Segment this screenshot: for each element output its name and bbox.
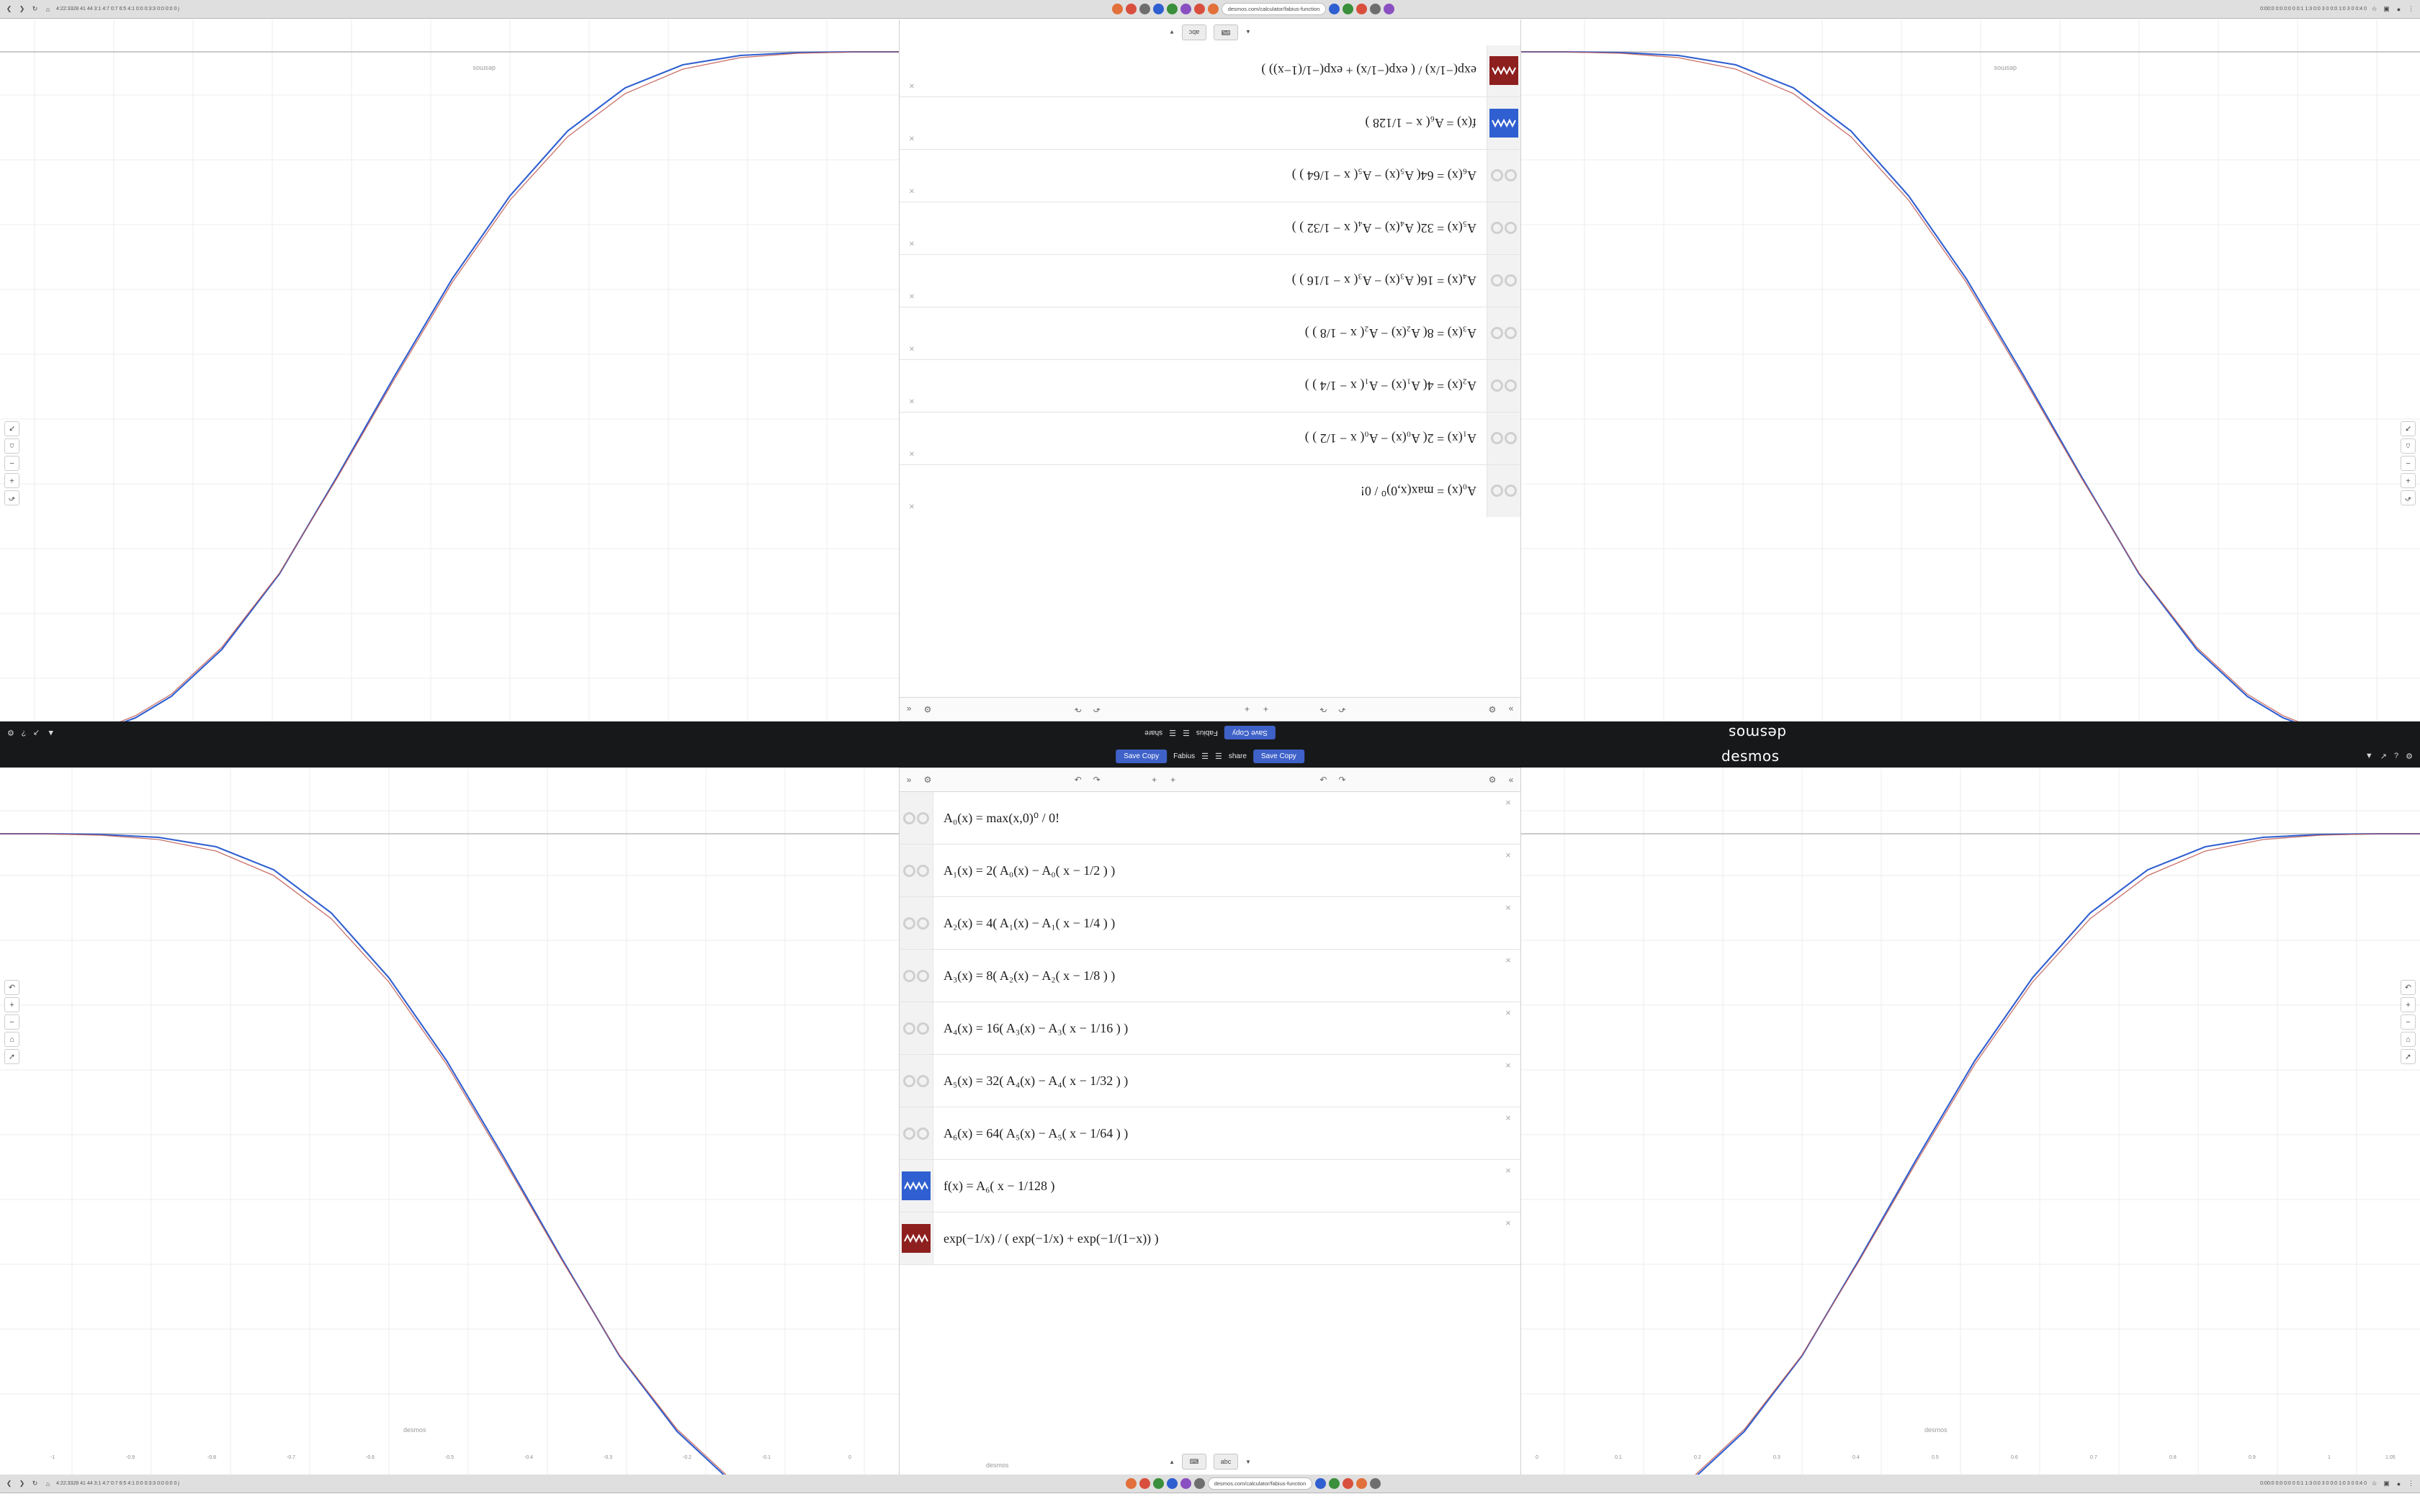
svg-text:-0.5: -0.5	[445, 1455, 454, 1460]
graph-watermark: desmos	[403, 1426, 426, 1434]
desmos-header-center-lower	[1116, 750, 1304, 763]
gear-icon[interactable]: ⚙	[923, 775, 932, 785]
expression-row[interactable]	[900, 1212, 1520, 1265]
browser-bottom-left-url[interactable]: 4:22:3328 41 44 3:1 4:7 0:7 6:5 4:1 0:0 0:3:3 0:0 0:0 0 j	[56, 1481, 179, 1486]
puzzle-icon[interactable]: ▣	[2383, 1480, 2390, 1487]
expression-math[interactable]: A₁(x) = 2( A₀(x) − A₀( x − 1/2 ) )	[1304, 431, 1476, 446]
browser-bottom-right-url[interactable]: 0:00:0 0:0 0:0 0 0:1 1:3 0:0 3 0 0:0 1:0 3 0 0:4 0	[2260, 1481, 2367, 1486]
svg-text:-0.4: -0.4	[524, 1455, 534, 1460]
plus-icon[interactable]: +	[4, 473, 19, 488]
expression-math[interactable]: exp(−1/x) / ( exp(−1/x) + exp(−1/(1−x)) )	[1261, 63, 1476, 78]
expression-math[interactable]: f(x) = A₆( x − 1/128 )	[1365, 116, 1476, 131]
expression-marker-cell[interactable]	[1487, 413, 1520, 464]
svg-text:1: 1	[2328, 1455, 2331, 1460]
graph-pane-lower-right[interactable]	[1521, 768, 2420, 1475]
close-icon[interactable]: ×	[909, 186, 915, 197]
tab-dot[interactable]	[1126, 4, 1137, 14]
home-icon[interactable]: ⌂	[45, 5, 50, 13]
svg-text:0.1: 0.1	[1615, 1455, 1622, 1460]
graph-watermark: desmos	[986, 1462, 1009, 1469]
redo-icon[interactable]: ↷	[1074, 704, 1082, 714]
calculator-panel-lower[interactable]	[899, 768, 1521, 1475]
expression-math[interactable]: A₁(x) = 2( A₀(x) − A₀( x − 1/2 ) )	[944, 863, 1116, 878]
toggle-bead-icon[interactable]	[917, 1022, 929, 1035]
undo-icon[interactable]: ↶	[1074, 775, 1082, 785]
redo-icon[interactable]: ↷	[1093, 775, 1101, 785]
svg-text:0: 0	[1536, 1455, 1538, 1460]
expand-icon[interactable]: »	[906, 775, 912, 785]
close-icon[interactable]: ×	[1505, 850, 1511, 860]
svg-text:0.9: 0.9	[2249, 1455, 2256, 1460]
close-icon[interactable]: ×	[909, 449, 915, 459]
save-copy-button[interactable]: Save Copy	[1224, 726, 1276, 740]
toggle-bead-icon[interactable]	[1491, 328, 1503, 340]
expression-math[interactable]: A₅(x) = 32( A₄(x) − A₄( x − 1/32 ) )	[944, 1073, 1129, 1088]
browser-bottom-bar	[0, 1475, 2420, 1493]
toggle-bead-icon[interactable]	[1505, 222, 1517, 235]
list-icon[interactable]: ☰	[1169, 728, 1177, 737]
toggle-bead-icon[interactable]	[1491, 485, 1503, 498]
chevron-up-icon[interactable]: ▲	[1169, 1458, 1175, 1465]
expression-marker-cell[interactable]	[1487, 255, 1520, 307]
svg-text:-0.6: -0.6	[366, 1455, 375, 1460]
svg-text:-0.9: -0.9	[126, 1455, 135, 1460]
expression-marker-cell[interactable]	[1487, 202, 1520, 254]
save-copy-button[interactable]: Save Copy	[1116, 750, 1167, 763]
expression-row[interactable]	[900, 792, 1520, 845]
home-icon[interactable]: ⌂	[4, 1032, 19, 1047]
toggle-bead-icon[interactable]	[917, 970, 929, 982]
pointer-icon[interactable]: ➚	[4, 421, 19, 436]
expression-marker-cell[interactable]	[1487, 45, 1520, 96]
gear-icon[interactable]: ⚙	[923, 704, 932, 714]
toggle-bead-icon[interactable]	[903, 865, 915, 877]
undo-icon[interactable]: ↶	[1338, 704, 1346, 714]
chevron-down-icon[interactable]: ▼	[1169, 29, 1175, 36]
toggle-bead-icon[interactable]	[903, 970, 915, 982]
tab-dot[interactable]	[1329, 4, 1340, 14]
svg-text:0.4: 0.4	[1852, 1455, 1860, 1460]
graph-pane-upper-left[interactable]	[0, 19, 899, 721]
expression-marker-cell[interactable]	[1487, 307, 1520, 359]
address-bar[interactable]: desmos.com/calculator/fabius-function	[1208, 1477, 1313, 1490]
reload-icon[interactable]: ↻	[32, 1480, 38, 1487]
toggle-bead-icon[interactable]	[917, 1128, 929, 1140]
tab-dot[interactable]	[1315, 1478, 1326, 1489]
calculator-toolbar-lower	[900, 768, 1520, 792]
expression-marker-cell[interactable]	[1487, 97, 1520, 149]
expression-marker-cell[interactable]	[900, 792, 933, 844]
svg-text:-0.8: -0.8	[207, 1455, 217, 1460]
undo-icon[interactable]: ↶	[1093, 704, 1101, 714]
undo-icon[interactable]: ↶	[4, 490, 19, 505]
expression-row[interactable]	[900, 1055, 1520, 1107]
forward-arrow-icon[interactable]: ❯	[19, 5, 25, 12]
tab-dot[interactable]	[1194, 4, 1205, 14]
undo-icon[interactable]: ↶	[1319, 775, 1327, 785]
collapse-arrows-icon[interactable]: «	[906, 704, 912, 714]
browser-bottom-left-group	[0, 1479, 278, 1488]
expression-row[interactable]	[900, 464, 1520, 517]
close-icon[interactable]: ×	[909, 133, 915, 144]
close-icon[interactable]: ×	[909, 81, 915, 91]
tab-dot[interactable]	[1370, 1478, 1381, 1489]
browser-top-right-group	[2228, 4, 2420, 14]
close-icon[interactable]: ×	[1505, 1007, 1511, 1018]
undo-icon[interactable]: ↶	[2401, 980, 2416, 995]
kebab-menu-icon[interactable]: ⋮	[2408, 1480, 2414, 1487]
tab-dot[interactable]	[1329, 1478, 1340, 1489]
home-icon[interactable]: ⌂	[2401, 438, 2416, 454]
hamburger-icon[interactable]: ☰	[1201, 752, 1209, 761]
toggle-bead-icon[interactable]	[903, 1128, 915, 1140]
tab-dot[interactable]	[1356, 4, 1367, 14]
graph-tools-lower-left	[4, 980, 19, 1064]
svg-text:-0.7: -0.7	[287, 1455, 296, 1460]
close-icon[interactable]: ×	[1505, 902, 1511, 913]
svg-text:0.2: 0.2	[1694, 1455, 1701, 1460]
expression-math[interactable]: A₄(x) = 16( A₃(x) − A₃( x − 1/16 ) )	[944, 1020, 1129, 1035]
tab-dot[interactable]	[1112, 4, 1123, 14]
tab-dot[interactable]	[1343, 4, 1353, 14]
tab-dot[interactable]	[1343, 1478, 1353, 1489]
desmos-header-row-upper	[0, 721, 2420, 744]
expression-row[interactable]	[900, 254, 1520, 307]
toggle-bead-icon[interactable]	[1491, 433, 1503, 445]
expand-icon[interactable]: »	[1508, 704, 1514, 714]
hamburger-icon[interactable]: ☰	[1183, 728, 1190, 737]
browser-top-center-group	[278, 3, 2228, 15]
close-icon[interactable]: ×	[909, 291, 915, 302]
expression-math[interactable]: A₂(x) = 4( A₁(x) − A₁( x − 1/4 ) )	[944, 915, 1116, 930]
expression-row[interactable]	[900, 897, 1520, 950]
expression-row[interactable]	[900, 44, 1520, 96]
minus-icon[interactable]: −	[2401, 456, 2416, 471]
undo-icon[interactable]: ↶	[2401, 490, 2416, 505]
curve-color-swatch[interactable]	[1489, 56, 1518, 85]
svg-text:-0.2: -0.2	[683, 1455, 692, 1460]
tab-dot[interactable]	[1167, 4, 1178, 14]
graph-pane-upper-right[interactable]	[1521, 19, 2420, 721]
expression-marker-cell[interactable]	[900, 1160, 933, 1212]
keyboard-icon[interactable]: ⌨	[1182, 1454, 1206, 1470]
graph-grid-lower-left	[0, 768, 899, 1475]
expression-math[interactable]: A₀(x) = max(x,0)⁰ / 0!	[944, 810, 1060, 825]
home-icon[interactable]: ⌂	[45, 1480, 50, 1488]
graph-tools-upper-left	[4, 421, 19, 505]
share-icon[interactable]: ↗	[2380, 752, 2387, 761]
toggle-bead-icon[interactable]	[903, 1022, 915, 1035]
expression-math[interactable]: A₅(x) = 32( A₄(x) − A₄( x − 1/32 ) )	[1291, 221, 1476, 236]
collapse-arrows-icon[interactable]: «	[1508, 775, 1514, 785]
tab-dot[interactable]	[1180, 1478, 1191, 1489]
gear-icon[interactable]: ⚙	[1488, 704, 1497, 714]
toggle-bead-icon[interactable]	[903, 1075, 915, 1087]
pointer-icon[interactable]: ➚	[2401, 421, 2416, 436]
address-bar[interactable]: desmos.com/calculator/fabius-function	[1222, 3, 1327, 15]
back-arrow-icon[interactable]: ❮	[6, 1480, 12, 1487]
expression-row[interactable]	[900, 1107, 1520, 1160]
star-icon[interactable]: ☆	[2371, 1480, 2378, 1487]
expression-marker-cell[interactable]	[1487, 465, 1520, 517]
desmos-logo[interactable]: desmos	[1728, 724, 1786, 742]
tab-dot[interactable]	[1139, 4, 1150, 14]
browser-top-left-url[interactable]: 4:22:3328 41 44 3:1 4:7 0:7 6:5 4:1 0:0 0:3:3 0:0 0:0 0 j	[56, 6, 179, 12]
plus-icon[interactable]: +	[1152, 775, 1157, 785]
save-copy-button-secondary[interactable]: Save Copy	[1253, 750, 1304, 763]
question-icon[interactable]: ?	[21, 729, 26, 737]
browser-top-left-group	[0, 4, 278, 14]
graph-watermark: desmos	[1924, 1426, 1948, 1434]
expression-row[interactable]	[900, 1002, 1520, 1055]
tab-dot[interactable]	[1153, 4, 1164, 14]
desmos-header-row-lower	[0, 744, 2420, 768]
expression-math[interactable]: f(x) = A₆( x − 1/128 )	[944, 1178, 1055, 1193]
graph-grid-upper-right	[1521, 19, 2420, 721]
pointer-icon[interactable]: ➚	[4, 1049, 19, 1064]
svg-text:0.3: 0.3	[1773, 1455, 1780, 1460]
toggle-bead-icon[interactable]	[1505, 433, 1517, 445]
graph-pane-lower-left[interactable]	[0, 768, 899, 1475]
toggle-bead-icon[interactable]	[1505, 485, 1517, 498]
expression-marker-cell[interactable]	[900, 1107, 933, 1159]
svg-text:0.5: 0.5	[1932, 1455, 1939, 1460]
tab-dot[interactable]	[1126, 1478, 1137, 1489]
graph-watermark: desmos	[472, 65, 496, 72]
expression-marker-cell[interactable]	[900, 950, 933, 1002]
desmos-logo[interactable]: desmos	[1721, 747, 1780, 765]
reload-icon[interactable]: ↻	[32, 5, 38, 12]
back-arrow-icon[interactable]: ❮	[6, 5, 12, 12]
close-icon[interactable]: ×	[1505, 797, 1511, 808]
star-icon[interactable]: ☆	[2371, 5, 2378, 12]
close-icon[interactable]: ×	[1505, 1165, 1511, 1176]
toggle-bead-icon[interactable]	[1505, 328, 1517, 340]
expression-marker-cell[interactable]	[1487, 150, 1520, 202]
minus-icon[interactable]: −	[4, 1014, 19, 1030]
expression-row[interactable]	[900, 96, 1520, 149]
browser-bottom-right-group	[2228, 1479, 2420, 1488]
tab-dot[interactable]	[1384, 4, 1394, 14]
expression-marker-cell[interactable]	[900, 897, 933, 949]
expression-math[interactable]: A₆(x) = 64( A₅(x) − A₅( x − 1/64 ) )	[944, 1125, 1129, 1140]
gear-icon[interactable]: ⚙	[7, 728, 14, 737]
expression-math[interactable]: A₃(x) = 8( A₂(x) − A₂( x − 1/8 ) )	[944, 968, 1116, 983]
expression-marker-cell[interactable]	[900, 1055, 933, 1107]
toggle-bead-icon[interactable]	[917, 917, 929, 930]
svg-text:-0.1: -0.1	[762, 1455, 771, 1460]
chevron-down-icon[interactable]: ▼	[1245, 1458, 1251, 1465]
tab-dot[interactable]	[1167, 1478, 1178, 1489]
expression-row[interactable]	[900, 412, 1520, 464]
graph-tools-lower-right	[2401, 980, 2416, 1064]
home-icon[interactable]: ⌂	[2401, 1032, 2416, 1047]
plus-icon[interactable]: +	[2401, 997, 2416, 1012]
toggle-bead-icon[interactable]	[1491, 275, 1503, 287]
question-icon[interactable]: ?	[2394, 752, 2399, 760]
list-icon[interactable]: ☰	[1215, 752, 1222, 761]
expression-row[interactable]	[900, 307, 1520, 359]
toggle-bead-icon[interactable]	[917, 812, 929, 824]
desmos-header-center-upper	[1144, 726, 1276, 740]
toggle-bead-icon[interactable]	[1491, 380, 1503, 392]
zoom-square-icon[interactable]: +	[1244, 704, 1250, 714]
tab-dot[interactable]	[1194, 1478, 1205, 1489]
toggle-bead-icon[interactable]	[1491, 222, 1503, 235]
toggle-bead-icon[interactable]	[1505, 170, 1517, 182]
tab-dot[interactable]	[1153, 1478, 1164, 1489]
zoom-square-icon[interactable]: +	[1170, 775, 1176, 785]
svg-text:1.05: 1.05	[2385, 1455, 2396, 1460]
desmos-header-right-lower	[2365, 752, 2420, 761]
plus-icon[interactable]: +	[2401, 473, 2416, 488]
graph-tools-upper-right	[2401, 421, 2416, 505]
svg-text:0.6: 0.6	[2011, 1455, 2018, 1460]
curve-color-swatch[interactable]	[902, 1224, 931, 1253]
expression-math[interactable]: A₆(x) = 64( A₅(x) − A₅( x − 1/64 ) )	[1291, 168, 1476, 184]
expression-math[interactable]: A₃(x) = 8( A₂(x) − A₂( x − 1/8 ) )	[1304, 326, 1476, 341]
expression-math[interactable]: exp(−1/x) / ( exp(−1/x) + exp(−1/(1−x)) )	[944, 1230, 1159, 1246]
expression-math[interactable]: A₀(x) = max(x,0)⁰ / 0!	[1360, 484, 1476, 499]
expression-row[interactable]	[900, 359, 1520, 412]
browser-bottom-center-group	[278, 1477, 2228, 1490]
expression-row[interactable]	[900, 845, 1520, 897]
expression-row[interactable]	[900, 202, 1520, 254]
chevron-down-icon[interactable]: ▼	[2365, 752, 2373, 760]
toggle-bead-icon[interactable]	[917, 865, 929, 877]
close-icon[interactable]: ×	[909, 238, 915, 249]
redo-icon[interactable]: ↷	[1338, 775, 1346, 785]
gear-icon[interactable]: ⚙	[1488, 775, 1497, 785]
expression-row[interactable]	[900, 1160, 1520, 1212]
expression-marker-cell[interactable]	[900, 1002, 933, 1054]
close-icon[interactable]: ×	[909, 501, 915, 512]
undo-icon[interactable]: ↶	[4, 980, 19, 995]
expression-math[interactable]: A₄(x) = 16( A₃(x) − A₃( x − 1/16 ) )	[1291, 274, 1476, 289]
desmos-header-right-upper	[0, 729, 55, 738]
plus-icon[interactable]: +	[1263, 704, 1268, 714]
close-icon[interactable]: ×	[1505, 1060, 1511, 1071]
share-label[interactable]: share	[1228, 752, 1247, 760]
close-icon[interactable]: ×	[909, 396, 915, 407]
toggle-bead-icon[interactable]	[1505, 380, 1517, 392]
gear-icon[interactable]: ⚙	[2406, 752, 2413, 761]
close-icon[interactable]: ×	[1505, 955, 1511, 966]
svg-text:-1: -1	[50, 1455, 55, 1460]
profile-icon[interactable]: ●	[2396, 1480, 2401, 1488]
plus-icon[interactable]: +	[4, 997, 19, 1012]
graph-title-label[interactable]: Fabius	[1196, 729, 1218, 737]
expression-marker-cell[interactable]	[1487, 360, 1520, 412]
toggle-bead-icon[interactable]	[903, 917, 915, 930]
chevron-up-icon[interactable]: ▲	[1245, 29, 1251, 36]
close-icon[interactable]: ×	[1505, 1112, 1511, 1123]
tab-dot[interactable]	[1370, 4, 1381, 14]
share-icon[interactable]: ↗	[33, 728, 40, 737]
puzzle-icon[interactable]: ▣	[2383, 5, 2390, 12]
share-label[interactable]: share	[1144, 729, 1163, 737]
close-icon[interactable]: ×	[909, 343, 915, 354]
toggle-bead-icon[interactable]	[903, 812, 915, 824]
svg-text:0: 0	[848, 1455, 851, 1460]
browser-top-right-url[interactable]: 0:00:0 0:0 0:0 0 0:1 1:3 0:0 3 0 0:0 1:0 3 0 0:4 0	[2260, 6, 2367, 12]
svg-text:0.8: 0.8	[2169, 1455, 2177, 1460]
keypad-abc-button[interactable]: abc	[1214, 1454, 1238, 1470]
browser-top-bar	[0, 0, 2420, 19]
minus-icon[interactable]: −	[2401, 1014, 2416, 1030]
expression-marker-cell[interactable]	[900, 845, 933, 896]
forward-arrow-icon[interactable]: ❯	[19, 1480, 25, 1487]
keypad-bar-upper	[900, 19, 1520, 45]
redo-icon[interactable]: ↷	[1319, 704, 1327, 714]
graph-watermark: desmos	[1994, 65, 2017, 72]
curve-color-swatch[interactable]	[1489, 109, 1518, 138]
graph-title-label[interactable]: Fabius	[1173, 752, 1196, 760]
calculator-toolbar-upper	[900, 697, 1520, 721]
kebab-menu-icon[interactable]: ⋮	[2408, 5, 2414, 12]
desmos-header-bar	[0, 721, 2420, 768]
toggle-bead-icon[interactable]	[1491, 170, 1503, 182]
close-icon[interactable]: ×	[1505, 1218, 1511, 1228]
tab-dot[interactable]	[1208, 4, 1219, 14]
tab-dot[interactable]	[1139, 1478, 1150, 1489]
expression-marker-cell[interactable]	[900, 1212, 933, 1264]
expression-math[interactable]: A₂(x) = 4( A₁(x) − A₁( x − 1/4 ) )	[1304, 379, 1476, 394]
graph-grid-lower-right	[1521, 768, 2420, 1475]
keypad-abc-button[interactable]: abc	[1182, 24, 1206, 40]
zoom-in-icon[interactable]: ▲	[47, 729, 55, 737]
home-icon[interactable]: ⌂	[4, 438, 19, 454]
toggle-bead-icon[interactable]	[917, 1075, 929, 1087]
expression-row[interactable]	[900, 149, 1520, 202]
graph-grid-upper-left	[0, 19, 899, 721]
tab-dot[interactable]	[1356, 1478, 1367, 1489]
toggle-bead-icon[interactable]	[1505, 275, 1517, 287]
expression-row[interactable]	[900, 950, 1520, 1002]
minus-icon[interactable]: −	[4, 456, 19, 471]
expression-list-upper[interactable]	[900, 44, 1520, 517]
expression-list-lower[interactable]	[900, 792, 1520, 1265]
curve-color-swatch[interactable]	[902, 1171, 931, 1200]
keyboard-icon[interactable]: ⌨	[1214, 24, 1238, 40]
profile-icon[interactable]: ●	[2396, 5, 2401, 13]
pointer-icon[interactable]: ➚	[2401, 1049, 2416, 1064]
svg-text:0.7: 0.7	[2090, 1455, 2097, 1460]
tab-dot[interactable]	[1180, 4, 1191, 14]
svg-text:-0.3: -0.3	[604, 1455, 613, 1460]
calculator-panel-upper[interactable]	[899, 19, 1521, 721]
